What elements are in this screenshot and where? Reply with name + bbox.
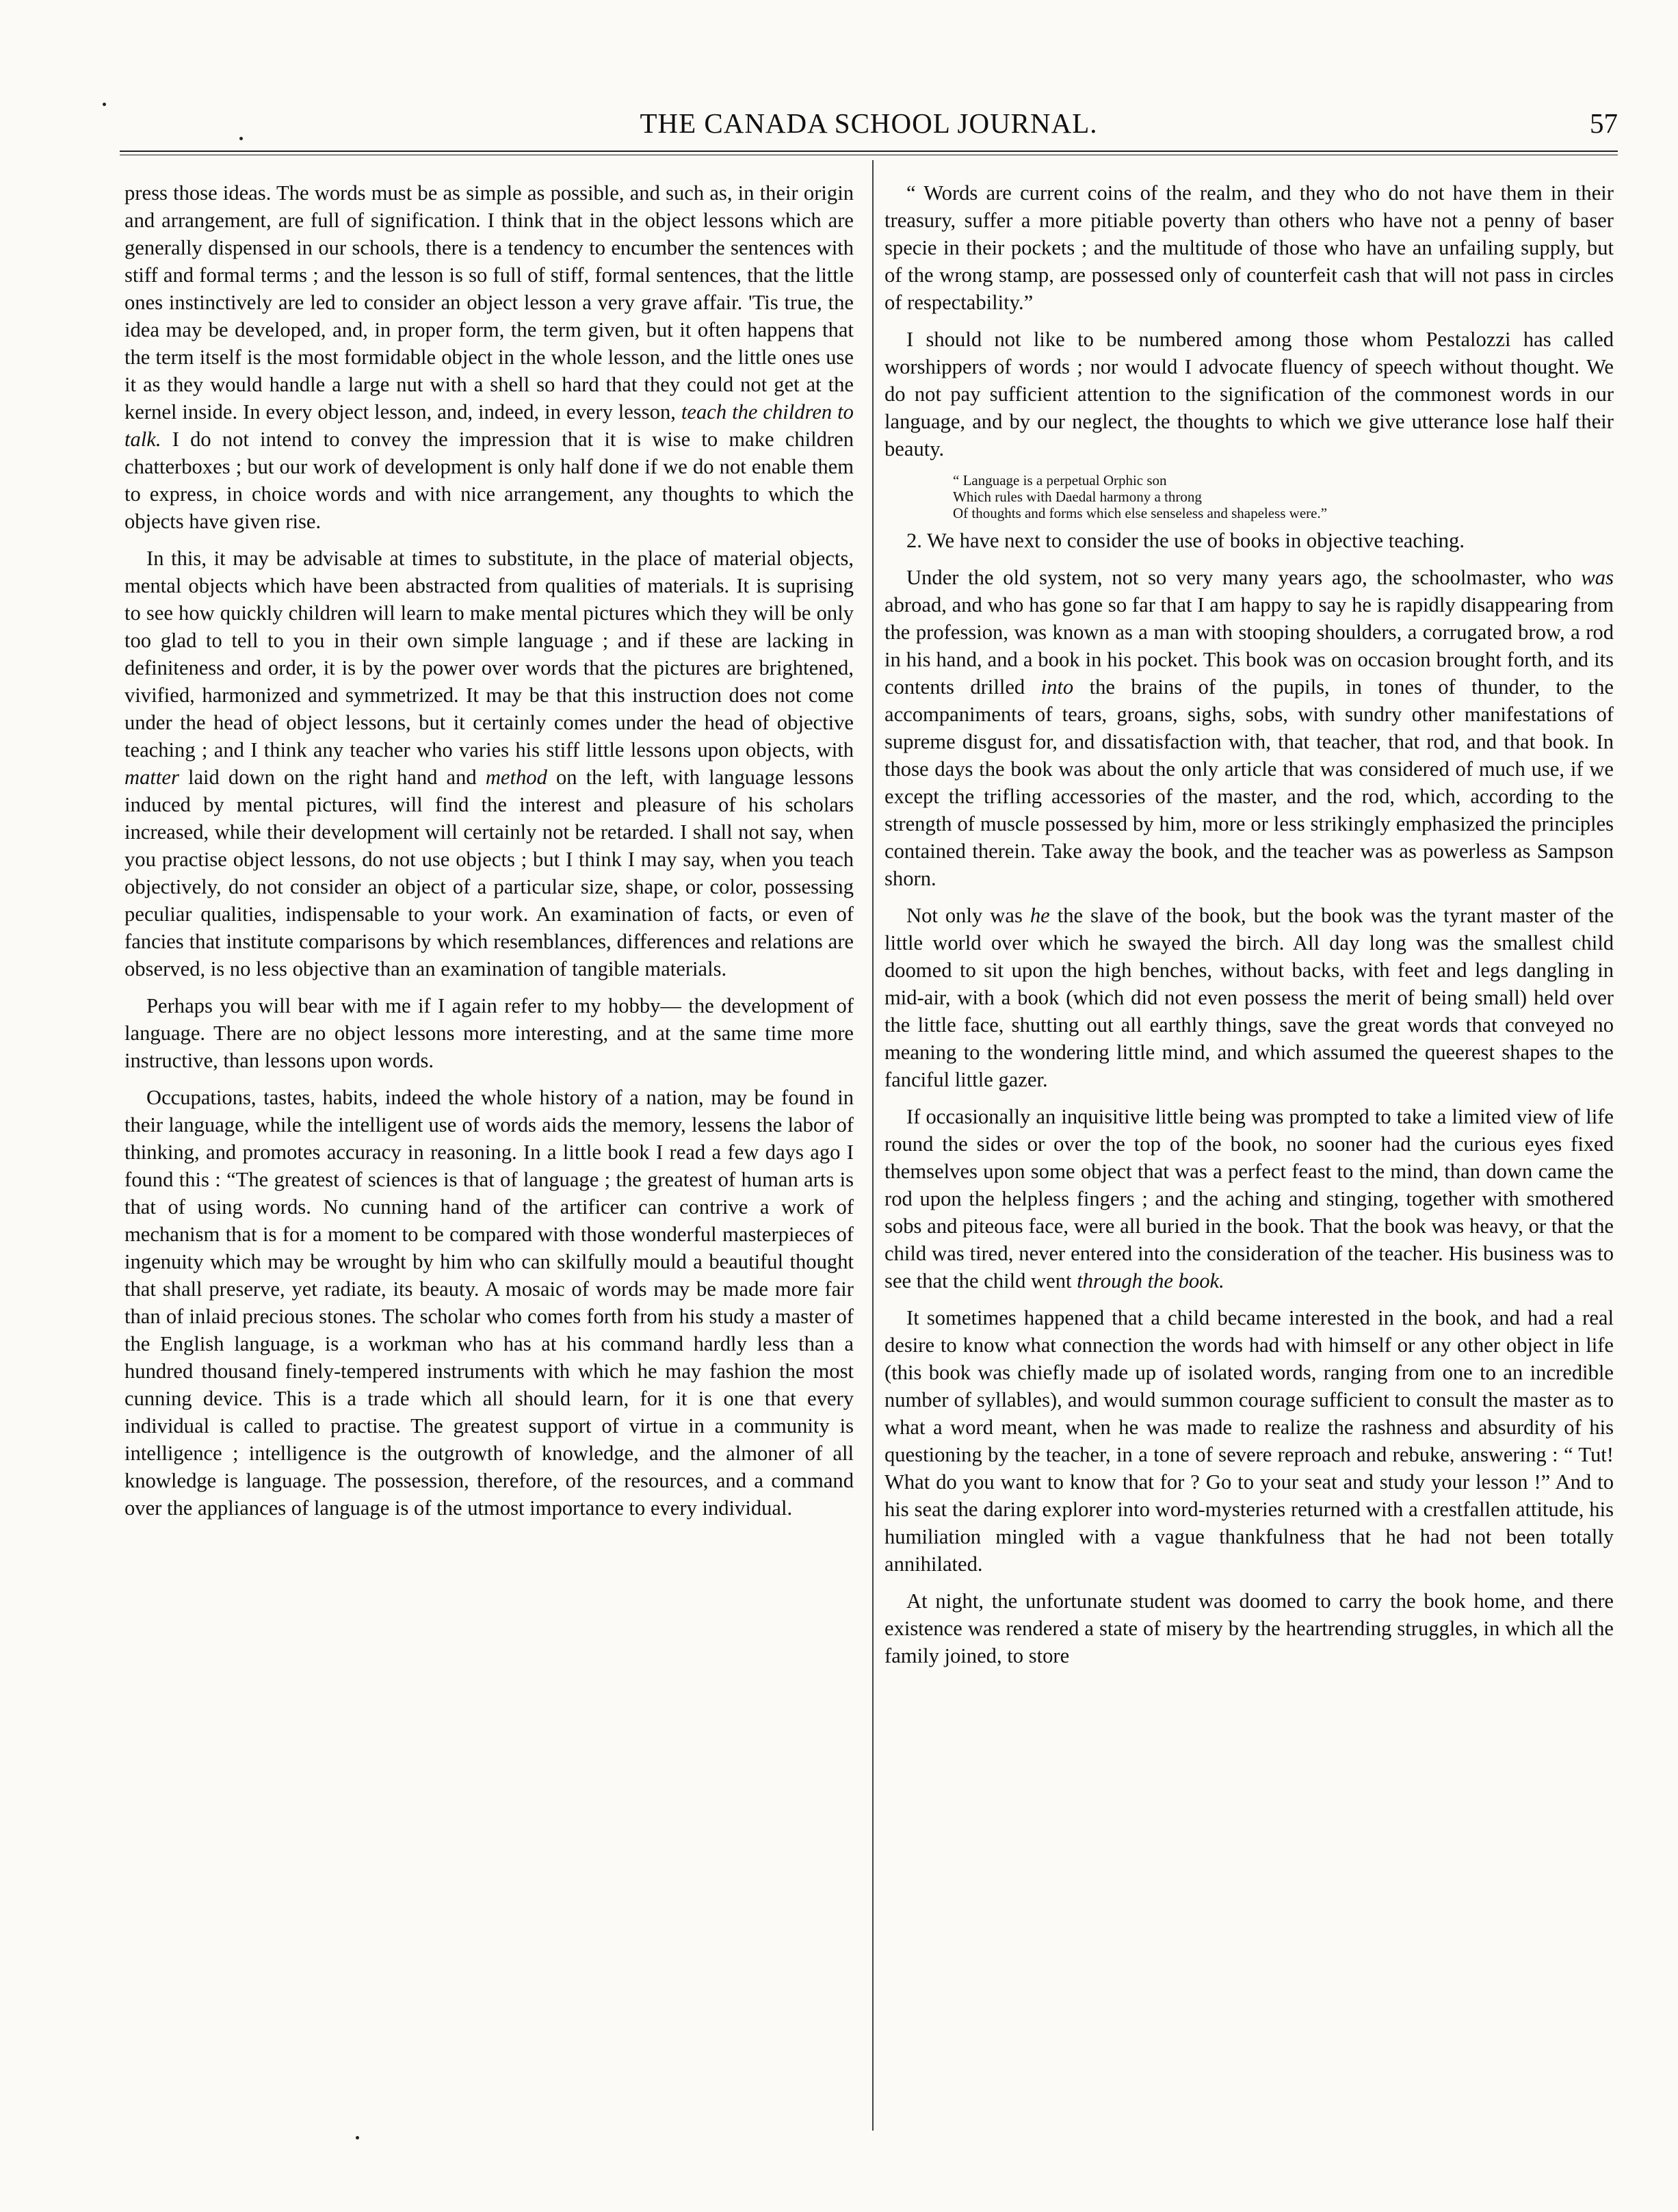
- verse-line: Which rules with Daedal harmony a throng: [953, 489, 1202, 505]
- body-paragraph: [124, 992, 854, 1074]
- paragraph-text: press those ideas. The words must be as simple as possible, and such as, in their origin and arrangement, are full of signification. I think that in the object lessons which are generally dispensed in our schools, there is a tendency to encumber the sentences with stiff and formal terms ; and the lesson is so full of stiff, formal sentences, that the little ones instinctively are led to consider an object lesson a very grave affair. 'Tis true, the idea may be developed, and, in proper form, the term given, but it often happens that the term itself is the most formidable object in the whole lesson, and the little ones use it as they would handle a large nut with a shell so hard that they could not get at the kernel inside. In every object lesson, and, indeed, in every lesson,: [124, 181, 854, 424]
- verse-line: Of thoughts and forms which else senseless and shapeless were.”: [953, 505, 1328, 521]
- italic-text: was: [1581, 566, 1614, 589]
- italic-text: teach the children to talk.: [124, 400, 854, 451]
- body-paragraph: [884, 902, 1614, 1093]
- paragraph-text: In this, it may be advisable at times to substitute, in the place of material objects, mental objects which have been abstracted from qualities of materials. It is suprising to see how quickly children will learn to make mental pictures which they will be only too glad to tell to you in their own simple language ; and if these are lacking in definiteness and order, it is by the power over words that the pictures are brightened, vivified, harmonized and symmetrized. It may be that this instruction does not come under the head of object lessons, but it certainly comes under the head of objective teaching ; and I think any teacher who varies his stiff little lessons upon objects, with: [124, 547, 854, 762]
- body-paragraph: [884, 564, 1614, 892]
- paragraph-text: on the left, with language lessons induced by mental pictures, will find the interest and pleasure of his scholars increased, while their development will certainly not be retarded. I shall not say, when you practise object lessons, do not use objects ; but I think I may say, when you teach objectively, do not consider an object of a particular size, shape, or color, possessing peculiar qualities, indispensable to your work. An examination of facts, or even of fancies that institute comparisons by which resemblances, differences and relations are observed, is no less objective than an examination of tangible materials.: [124, 766, 854, 980]
- body-paragraph: [884, 179, 1614, 316]
- header-rule: [120, 151, 1618, 152]
- italic-text: through the book.: [1077, 1269, 1224, 1292]
- italic-text: method: [485, 766, 547, 789]
- verse-line: “ Language is a perpetual Orphic son: [953, 472, 1167, 489]
- paragraph-text: If occasionally an inquisitive little being was prompted to take a limited view of life round the sides or over the top of the book, no sooner had the curious eyes fixed themselves upon some object that was a perfect feast to the mind, than down came the rod upon the helpless fingers ; and the aching and stinging, together with smothered sobs and piteous face, were all buried in the book. That the book was heavy, or that the child was tired, never entered into the consideration of the teacher. His business was to see that the child went: [884, 1105, 1614, 1292]
- italic-text: matter: [124, 766, 179, 789]
- column-divider: [872, 160, 874, 2131]
- italic-text: he: [1030, 904, 1050, 927]
- right-column: [884, 179, 1614, 1679]
- paragraph-text: 2. We have next to consider the use of books in objective teaching.: [906, 529, 1465, 552]
- page-number: 57: [1590, 107, 1618, 139]
- verse-quotation: [953, 472, 1614, 521]
- journal-title: THE CANADA SCHOOL JOURNAL.: [640, 107, 1098, 139]
- body-paragraph: [884, 1103, 1614, 1294]
- body-paragraph: [884, 1304, 1614, 1578]
- paragraph-text: I should not like to be numbered among those whom Pestalozzi has called worshippers of words ; nor would I advocate fluency of speech without thought. We do not pay sufficient attention to the signification of the commonest words in our language, and by our neglect, the thoughts to which we give utterance lose half their beauty.: [884, 328, 1614, 460]
- body-paragraph: [124, 545, 854, 983]
- paragraph-text: the brains of the pupils, in tones of thunder, to the accompaniments of tears, groans, sighs, sobs, with sundry other manifestations of supreme disgust for, and dissatisfaction with, that teacher, that rod, and that book. In those days the book was about the only article that was considered of much use, if we except the trifling accessories of the master, and the rod, which, according to the strength of muscle possessed by him, more or less strikingly emphasized the principles contained therein. Take away the book, and the teacher was as powerless as Sampson shorn.: [884, 675, 1614, 890]
- paragraph-text: Perhaps you will bear with me if I again refer to my hobby— the development of language. There are no object lessons more interesting, and at the same time more instructive, than lessons upon words.: [124, 994, 854, 1072]
- body-paragraph: [124, 179, 854, 535]
- body-paragraph: [124, 1084, 854, 1522]
- body-paragraph: [884, 527, 1614, 554]
- paragraph-text: the slave of the book, but the book was the tyrant master of the little world over which he swayed the birch. All day long was the smallest child doomed to sit upon the high benches, without backs, with feet and legs dangling in mid-air, with a book (which did not even possess the merit of being small) held over the little face, shutting out all earthly things, save the great words that conveyed no meaning to the wondering little mind, and which assumed the queerest shapes to the fanciful little gazer.: [884, 904, 1614, 1091]
- paragraph-text: At night, the unfortunate student was doomed to carry the book home, and there existence was rendered a state of misery by the heartrending struggles, in which all the family joined, to store: [884, 1589, 1614, 1667]
- paragraph-text: Under the old system, not so very many years ago, the schoolmaster, who: [906, 566, 1582, 589]
- body-paragraph: [884, 1587, 1614, 1669]
- italic-text: into: [1040, 675, 1074, 699]
- speck-mark: [239, 137, 243, 140]
- body-paragraph: [884, 326, 1614, 463]
- paragraph-text: abroad, and who has gone so far that I am happy to say he is rapidly disappearing from the profession, was known as a man with stooping shoulders, a corrugated brow, a rod in his hand, and a book in his pocket. This book was on occasion brought forth, and its contents drilled: [884, 593, 1614, 699]
- speck-mark: [356, 2136, 359, 2139]
- left-column: [124, 179, 854, 1531]
- paragraph-text: It sometimes happened that a child became interested in the book, and had a real desire to know what connection the words had with himself or any other object in life (this book was chiefly made up of isolated words, ranging from one to an incredible number of syllables), and would summon courage sufficient to consult the master as to what a word meant, when he was made to realize the rashness and absurdity of his questioning by the teacher, in a tone of severe reproach and rebuke, answering : “ Tut! What do you want to know that for ? Go to your seat and study your lesson !” And to his seat the daring explorer into word-mysteries returned with a crestfallen attitude, his humiliation mingled with a vague thankfulness that he had not been totally annihilated.: [884, 1306, 1614, 1576]
- running-header: [120, 103, 1618, 144]
- paragraph-text: Not only was: [906, 904, 1030, 927]
- paragraph-text: “ Words are current coins of the realm, and they who do not have them in their treasury, suffer a more pitiable poverty than others who have not a penny of baser specie in their pockets ; and the multitude of those who have an unfailing supply, but of the wrong stamp, are possessed only of counterfeit cash that will not pass in circles of respectability.”: [884, 181, 1614, 314]
- paragraph-text: Occupations, tastes, habits, indeed the whole history of a nation, may be found in their language, while the intelligent use of words aids the memory, lessens the labor of thinking, and promotes accuracy in reasoning. In a little book I read a few days ago I found this : “The greatest of sciences is that of language ; the greatest of human arts is that of using words. No cunning hand of the artificer can contrive a work of mechanism that is for a moment to be compared with those wonderful masterpieces of ingenuity which may be wrought by him who can skilfully mould a beautiful thought that shall preserve, yet radiate, its beauty. A mosaic of words may be made more fair than of inlaid precious stones. The scholar who comes forth from his study a master of the English language, is a workman who has at his command hardly less than a hundred thousand finely-tempered instruments with which he may fashion the most cunning device. This is a trade which all should learn, for it is one that every individual is called to practise. The greatest support of virtue in a community is intelligence ; intelligence is the outgrowth of knowledge, and the almoner of all knowledge is language. The possession, therefore, of the resources, and a command over the appliances of language is of the utmost importance to every individual.: [124, 1086, 854, 1520]
- paragraph-text: I do not intend to convey the impression that it is wise to make children chatterboxes ; but our work of development is only half done if we do not enable them to express, in choice words and with nice arrangement, any thoughts to which the objects have given rise.: [124, 428, 854, 533]
- speck-mark: [103, 103, 106, 106]
- paragraph-text: laid down on the right hand and: [179, 766, 486, 789]
